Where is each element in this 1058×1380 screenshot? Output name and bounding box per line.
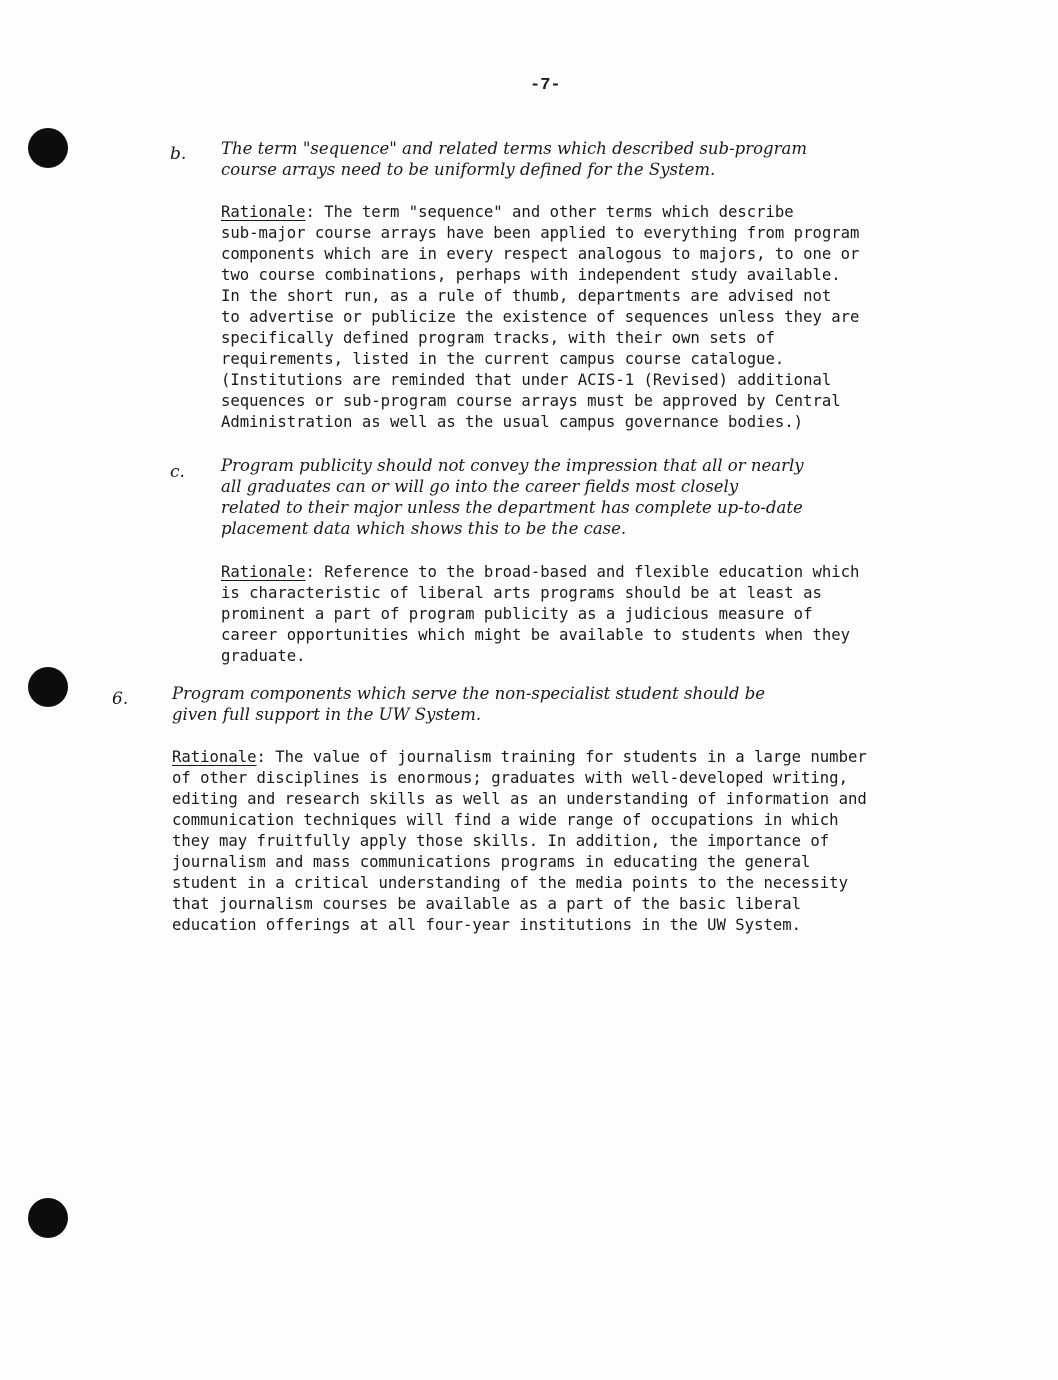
rationale-6: [172, 747, 867, 936]
statement-6: [172, 683, 765, 725]
rationale-line: they may fruitfully apply those skills. In addition, the importance of: [172, 832, 830, 850]
rationale-label: Rationale: [221, 203, 306, 221]
rationale-line: requirements, listed in the current campus course catalogue.: [221, 350, 785, 368]
rationale-first-line: [221, 562, 859, 583]
rationale-line: sequences or sub-program course arrays must be approved by Central: [221, 392, 841, 410]
rationale-line: education offerings at all four-year institutions in the UW System.: [172, 916, 802, 934]
rationale-line: specifically defined program tracks, with their own sets of: [221, 329, 775, 347]
rationale-line: communication techniques will find a wide range of occupations in which: [172, 811, 839, 829]
rationale-line: (Institutions are reminded that under ACIS-1 (Revised) additional: [221, 371, 832, 389]
rationale-line: student in a critical understanding of the media points to the necessity: [172, 874, 848, 892]
rationale-line: prominent a part of program publicity as a judicious measure of: [221, 605, 813, 623]
punch-hole: [28, 1198, 68, 1238]
rationale-line: to advertise or publicize the existence of sequences unless they are: [221, 308, 860, 326]
rationale-label: Rationale: [172, 748, 257, 766]
rationale-line: that journalism courses be available as a part of the basic liberal: [172, 895, 802, 913]
rationale-text: : The term "sequence" and other terms which describe: [305, 203, 794, 221]
statement-c: [221, 455, 804, 539]
punch-hole: [28, 128, 68, 168]
item-marker-b: b.: [170, 144, 187, 164]
page-number: -7-: [530, 76, 561, 95]
statement-line: related to their major unless the department has complete up-to-date: [221, 498, 803, 517]
rationale-line: sub-major course arrays have been applied to everything from program: [221, 224, 860, 242]
statement-line: given full support in the UW System.: [172, 705, 482, 724]
rationale-line: career opportunities which might be available to students when they: [221, 626, 851, 644]
rationale-label: Rationale: [221, 563, 306, 581]
rationale-first-line: [172, 747, 867, 768]
rationale-line: Administration as well as the usual campus governance bodies.): [221, 413, 804, 431]
rationale-first-line: [221, 202, 859, 223]
rationale-text: : Reference to the broad-based and flexible education which: [305, 563, 860, 581]
rationale-b: [221, 202, 859, 433]
rationale-line: editing and research skills as well as an understanding of information and: [172, 790, 867, 808]
rationale-c: [221, 562, 859, 667]
statement-line: The term "sequence" and related terms which described sub-program: [221, 139, 807, 158]
rationale-text: : The value of journalism training for students in a large number: [256, 748, 867, 766]
statement-line: course arrays need to be uniformly defined for the System.: [221, 160, 716, 179]
item-marker-6: 6.: [112, 689, 129, 709]
rationale-line: In the short run, as a rule of thumb, departments are advised not: [221, 287, 832, 305]
statement-b: [221, 138, 807, 180]
rationale-line: journalism and mass communications programs in educating the general: [172, 853, 811, 871]
rationale-line: two course combinations, perhaps with independent study available.: [221, 266, 841, 284]
statement-line: Program components which serve the non-specialist student should be: [172, 684, 766, 703]
rationale-line: graduate.: [221, 647, 306, 665]
item-marker-c: c.: [170, 462, 185, 482]
rationale-line: components which are in every respect analogous to majors, to one or: [221, 245, 860, 263]
statement-line: Program publicity should not convey the impression that all or nearly: [221, 456, 804, 475]
rationale-line: is characteristic of liberal arts programs should be at least as: [221, 584, 822, 602]
punch-hole: [28, 667, 68, 707]
statement-line: placement data which shows this to be the case.: [221, 519, 627, 538]
rationale-line: of other disciplines is enormous; graduates with well-developed writing,: [172, 769, 848, 787]
statement-line: all graduates can or will go into the career fields most closely: [221, 477, 739, 496]
